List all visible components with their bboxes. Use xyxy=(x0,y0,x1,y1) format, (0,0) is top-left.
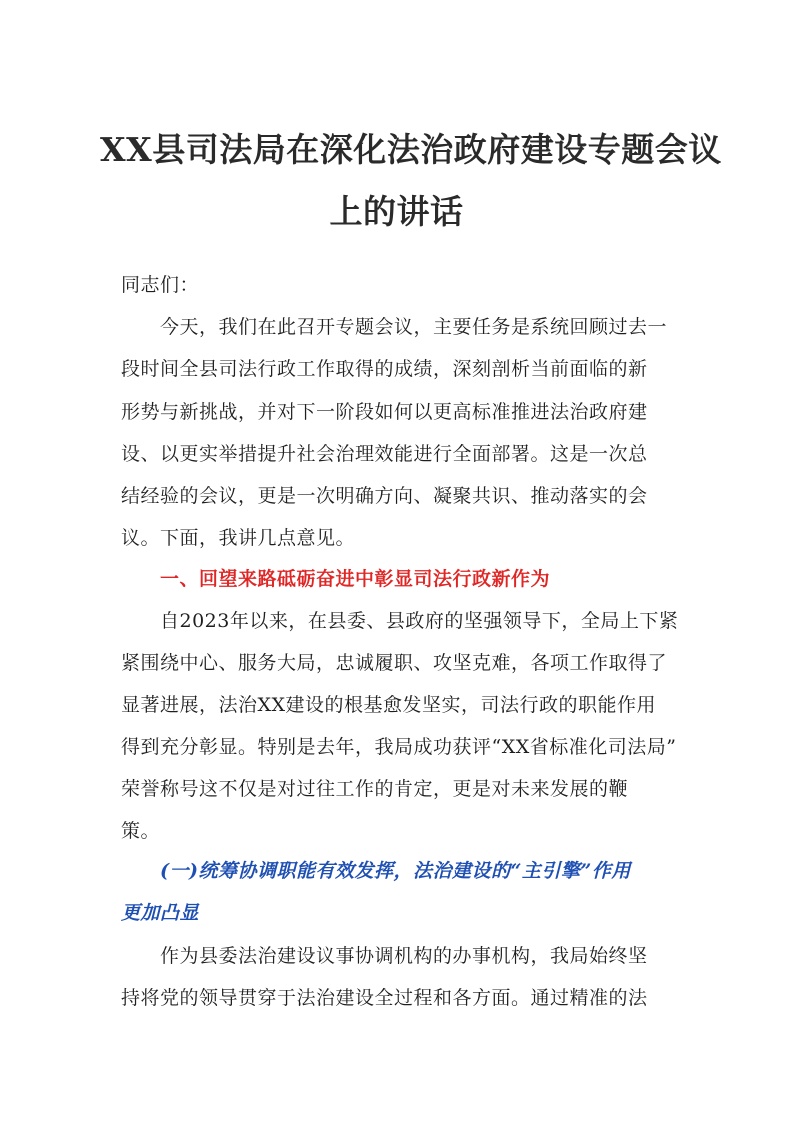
body-line: 作为县委法治建设议事协调机构的办事机构，我局始终坚 xyxy=(160,945,648,967)
subsection-heading-1: (一)统筹协调职能有效发挥，法治建设的“主引擎”作用 xyxy=(160,860,631,882)
body-line: 设、以更实举措提升社会治理效能进行全面部署。这是一次总 xyxy=(121,443,648,465)
greeting: 同志们： xyxy=(121,274,200,296)
document-title-line-2: 上的讲话 xyxy=(329,192,464,231)
body-line: 自2023年以来，在县委、县政府的坚强领导下，全局上下紧 xyxy=(160,610,679,632)
document-title-line-1: XX县司法局在深化法治政府建设专题会议 xyxy=(100,130,722,169)
section-heading-1: 一、回望来路砥砺奋进中彰显司法行政新作为 xyxy=(160,568,551,590)
subsection-heading-1-cont: 更加凸显 xyxy=(121,902,200,924)
body-line: 段时间全县司法行政工作取得的成绩，深刻剖析当前面临的新 xyxy=(121,358,648,380)
body-line: 紧围绕中心、服务大局，忠诚履职、攻坚克难，各项工作取得了 xyxy=(121,652,668,674)
body-line: 得到充分彰显。特别是去年，我局成功获评“XX省标准化司法局” xyxy=(121,736,677,758)
body-line: 今天，我们在此召开专题会议，主要任务是系统回顾过去一 xyxy=(160,316,668,338)
body-line: 结经验的会议，更是一次明确方向、凝聚共识、推动落实的会 xyxy=(121,485,648,507)
body-line: 议。下面，我讲几点意见。 xyxy=(121,527,356,549)
body-line: 策。 xyxy=(121,820,161,842)
body-line: 荣誉称号这不仅是对过往工作的肯定，更是对未来发展的鞭 xyxy=(121,778,629,800)
body-line: 形势与新挑战，并对下一阶段如何以更高标准推进法治政府建 xyxy=(121,401,648,423)
body-line: 显著进展，法治XX建设的根基愈发坚实，司法行政的职能作用 xyxy=(121,694,657,716)
body-line: 持将党的领导贯穿于法治建设全过程和各方面。通过精准的法 xyxy=(121,987,648,1009)
